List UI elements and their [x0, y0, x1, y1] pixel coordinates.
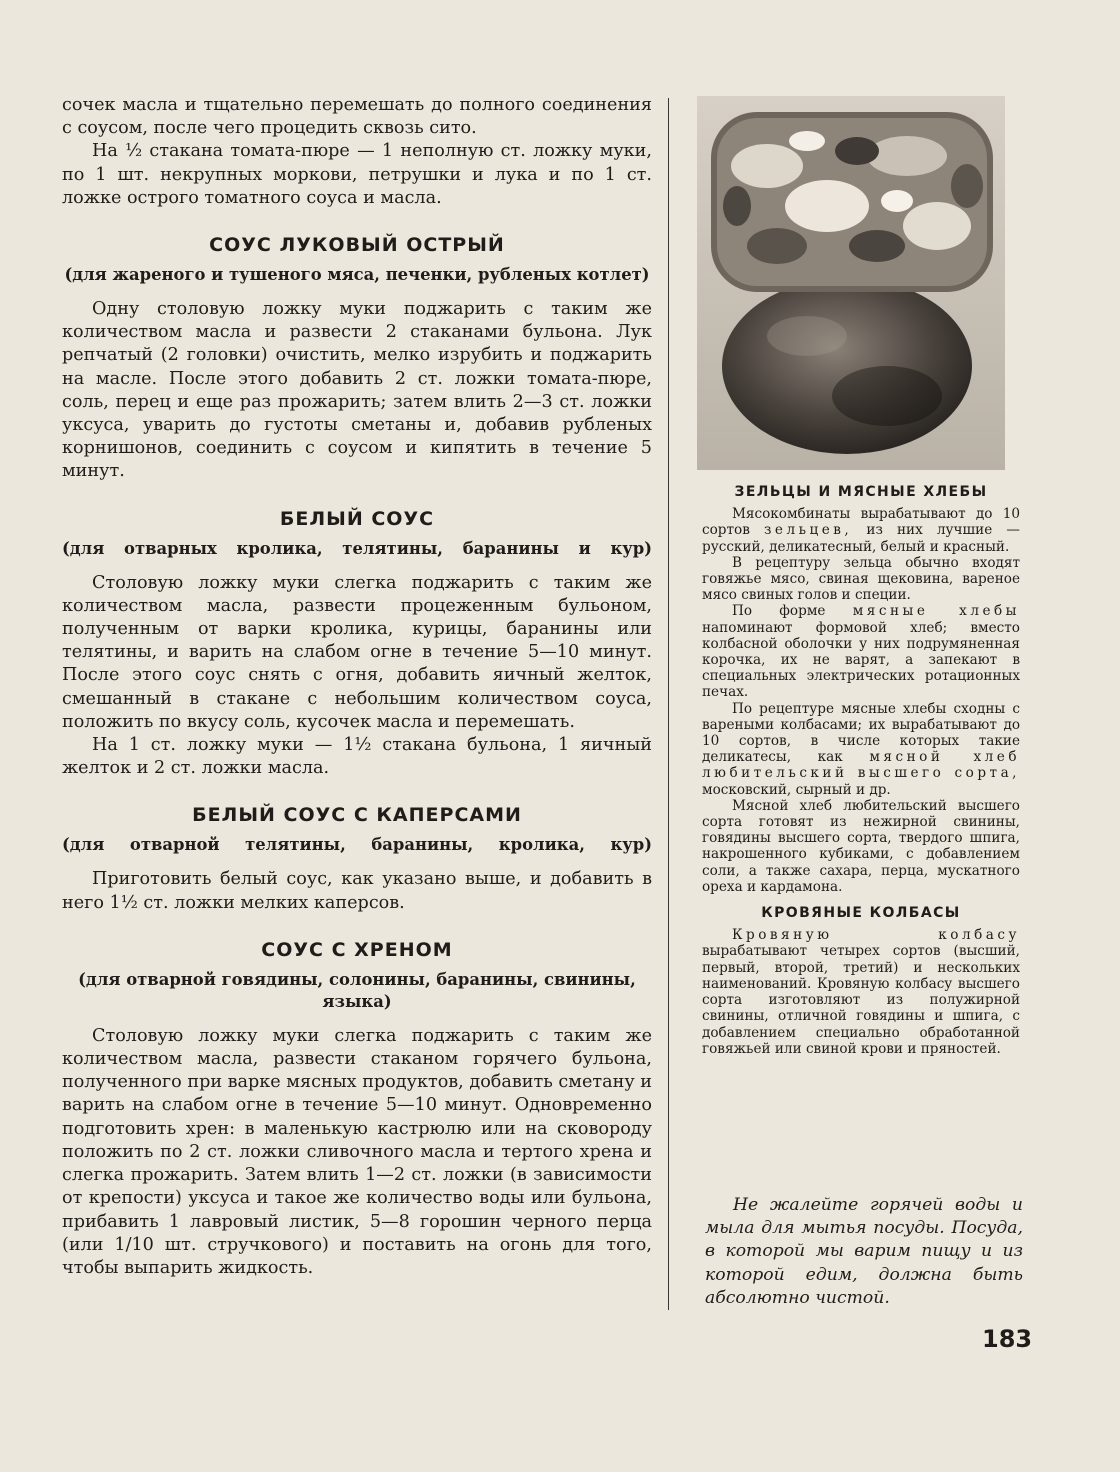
white-sauce-portion: На 1 ст. ложку муки — 1½ стакана бульона, 1 яичный желток и 2 ст. ложки масла. — [62, 735, 652, 779]
white-sauce-text: Столовую ложку муки слегка поджарить с таким же количеством масла, развести процеженным бульоном, полученным от варки кролика, курицы, баранины или телятины, и варить на слабом огне в течение 5—10 минут. После этого соус снять с огня, добавить яичный желток, смешанный в стакане с небольшим количеством соуса, положить по вкусу соль, кусочек масла и перемешать. — [62, 572, 652, 732]
text-run: По рецептуре мясные хлебы сходны с вареными колбасами; их вырабатывают до 10 сортов, в числе которых такие деликатесы, как — [702, 700, 1020, 766]
zeltsy-paragraph-1 — [702, 506, 1020, 555]
blood-sausage-paragraph — [702, 927, 1020, 1057]
page-number: 183 — [982, 1325, 1033, 1353]
zeltsy-paragraph-3 — [702, 603, 1020, 700]
section-title-zeltsy: ЗЕЛЬЦЫ И МЯСНЫЕ ХЛЕБЫ — [734, 484, 988, 500]
zeltsy-paragraph-2: В рецептуру зельца обычно входят говяжье мясо, свиная щековина, вареное мясо свиных голов и специи. — [702, 554, 1020, 604]
section-title-onion-sauce: СОУС ЛУКОВЫЙ ОСТРЫЙ — [209, 234, 505, 257]
zeltsy-paragraph-5: Мясной хлеб любительский высшего сорта готовят из нежирной свинины, говядины высшего сорта, твердого шпига, накрошенного кубиками, с добавлением соли, а также сахара, перца, мускатного ореха и кардамона. — [702, 797, 1020, 895]
zeltsy-paragraph-4 — [702, 701, 1020, 798]
text-run: вырабатывают четырех сортов (высший, первый, второй, третий) и нескольких наименований. Кровяную колбасу высшего сорта изготовляют из полужирной свинины, отличной говядины и шпига, с добавлением специально обработанной говяжьей или свиной крови и пряностей. — [702, 943, 1020, 1057]
section-title-white-sauce: БЕЛЫЙ СОУС — [279, 507, 435, 530]
horseradish-sauce-text: Столовую ложку муки слегка поджарить с таким же количеством масла, развести стаканом горячего бульона, полученного при варке мясных продуктов, добавить сметану и варить на слабом огне в течение 5—10 минут. Одновременно подготовить хрен: в маленькую кастрюлю или на сковороду положить по 2 ст. ложки сливочного масла и тертого хрена и слегка прожарить. Затем влить 1—2 ст. ложки (в зависимости от крепости) уксуса и такое же количество воды или бульона, прибавить 1 лавровый листик, 5—8 горошин черного перца (или 1/10 шт. стручкового) и поставить на огонь для того, чтобы выпарить жидкость. — [62, 1025, 652, 1278]
text-run: По форме — [732, 603, 853, 620]
hygiene-note: Не жалейте горячей воды и мыла для мытья посуды. Посуда, в которой мы варим пищу и из которой едим, должна быть абсолютно чистой. — [705, 1195, 1023, 1308]
section-title-capers-sauce: БЕЛЫЙ СОУС С КАПЕРСАМИ — [192, 804, 522, 827]
spaced-term: мясные хлебы — [852, 603, 1020, 620]
spaced-term: Кровяную колбасу — [732, 927, 1020, 944]
section-title-blood-sausage: КРОВЯНЫЕ КОЛБАСЫ — [761, 905, 961, 922]
text-run: напоминают формовой хлеб; вместо колбасной оболочки у них подрумяненная корочка, их не варят, а запекают в специальных электрических ротационных печах. — [702, 619, 1020, 701]
left-column — [62, 94, 652, 1280]
spaced-term: зельцев, — [763, 522, 853, 539]
text-run: московский, сырный и др. — [702, 781, 891, 798]
column-divider — [668, 98, 669, 1310]
section-subtitle-onion-sauce: (для жареного и тушеного мяса, печенки, рубленых котлет) — [64, 265, 650, 285]
right-column — [702, 484, 1020, 1057]
section-subtitle-horseradish-sauce: (для отварной говядины, солонины, баранины, свинины, языка) — [78, 969, 636, 1011]
section-subtitle-capers-sauce: (для отварной телятины, баранины, кролика, кур) — [62, 835, 652, 855]
meat-products-photo — [697, 96, 1005, 470]
section-subtitle-white-sauce: (для отварных кролика, телятины, баранины и кур) — [62, 538, 652, 558]
photo-zeltsy — [697, 96, 1005, 470]
onion-sauce-text: Одну столовую ложку муки поджарить с таким же количеством масла и развести 2 стаканами бульона. Лук репчатый (2 головки) очистить, мелко изрубить и поджарить на масле. После этого добавить 2 ст. ложки томата-пюре, соль, перец и еще раз прожарить; затем влить 2—3 ст. ложки уксуса, уварить до густоты сметаны и, добавив рубленых корнишонов, соединить с соусом и кипятить в течение 5 минут. — [62, 299, 652, 482]
text-run: Мясокомбинаты вырабатывают до 10 сортов — [702, 506, 1020, 539]
spaced-term: мясной хлеб любительский высшего сорта, — [702, 749, 1020, 782]
intro-paragraph: сочек масла и тщательно перемешать до полного соединения с соусом, после чего процедить сквозь сито. — [62, 95, 652, 139]
portion-paragraph: На ½ стакана томата-пюре — 1 неполную ст. ложку муки, по 1 шт. некрупных моркови, петрушки и лука и по 1 ст. ложке острого томатного соуса и масла. — [62, 141, 652, 208]
capers-sauce-text: Приготовить белый соус, как указано выше, и добавить в него 1½ ст. ложки мелких каперсов. — [62, 869, 652, 913]
text-run: из них лучшие — русский, деликатесный, белый и красный. — [702, 522, 1020, 555]
section-title-horseradish-sauce: СОУС С ХРЕНОМ — [261, 938, 453, 961]
